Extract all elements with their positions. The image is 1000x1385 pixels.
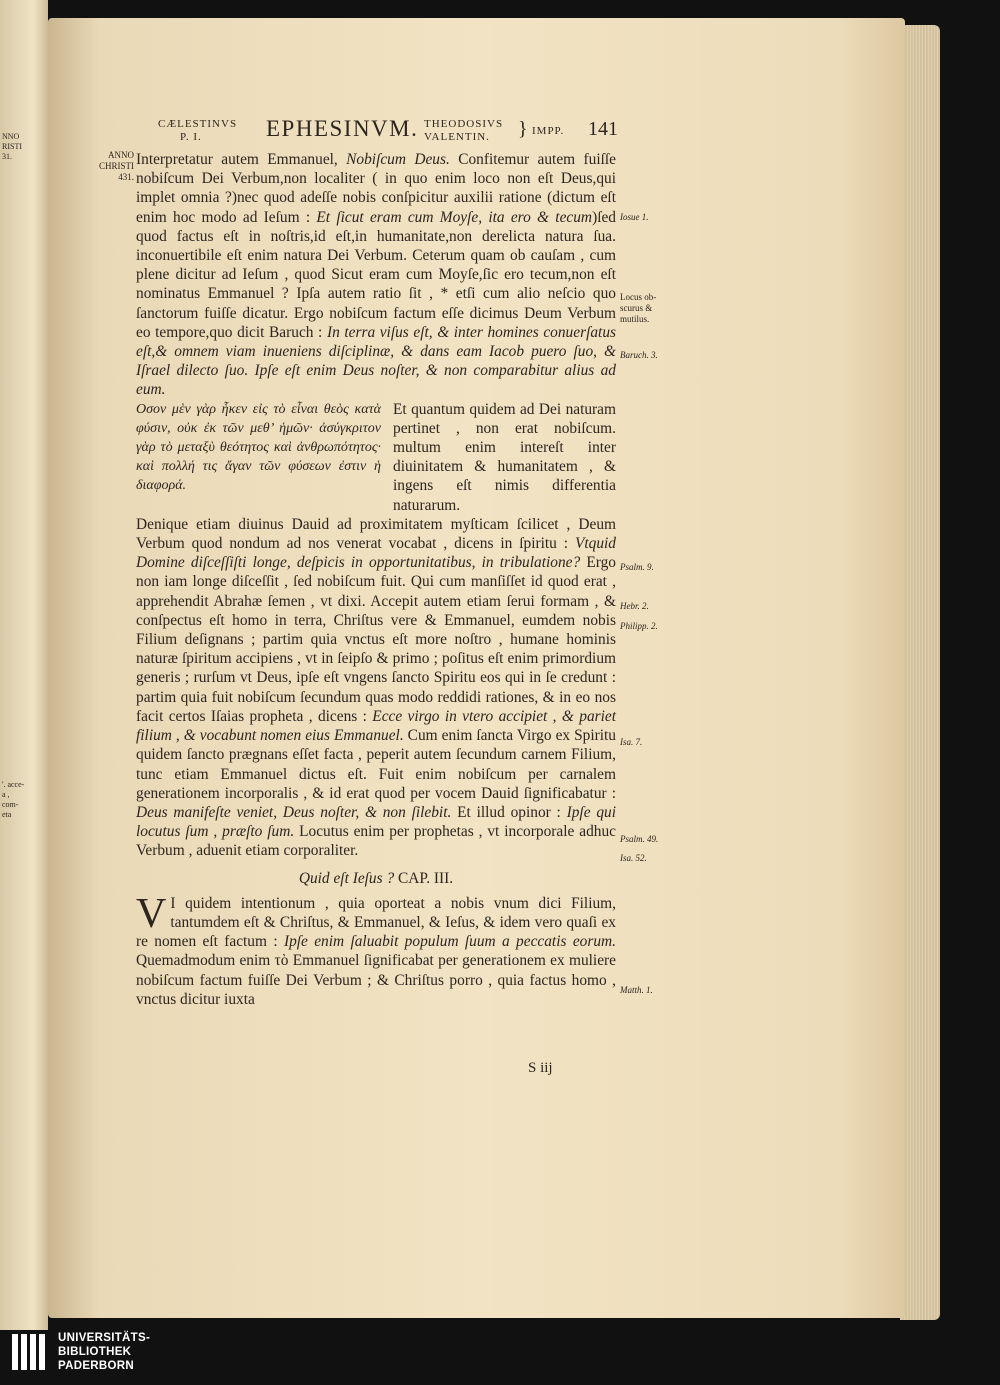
left-page-marginal-note: NNO RISTI 31.: [2, 132, 22, 161]
margin-reference: Isa. 7.: [620, 737, 643, 747]
header-title: EPHESINVM.: [266, 116, 419, 141]
page-number: 141: [588, 118, 618, 140]
running-header: [158, 116, 628, 150]
latin-translation: Et quantum quidem ad Dei naturam pertinet , non erat nobiſcum. multum enim intereſt inter diuinitatem & humanitatem , & ingens eſt nimis differentia naturarum.: [393, 400, 616, 514]
drop-cap: V: [136, 890, 167, 937]
header-emperor: THEODOSIVS: [424, 118, 504, 130]
paragraph: Interpretatur autem Emmanuel, Nobiſcum Deus. Confitemur autem fuiſſe nobiſcum Dei Verbum,non localiter ( in quo enim loco non eſt Deus,qui implet omnia ?)nec quod adeſſe nobis conſpicitur auxilii ratione (dictum eſt enim hoc modo ad Ieſum : Et ſicut eram cum Moyſe, ita ero & tecum)ſed quod factus eſt in noſtris,id eſt,in humanitate,non derelicta natura ſua. inconuertibile eſt enim natura Dei Verbum. Ceterum quam ob cauſam , cum plene dicitur ad Ieſum , quod Sicut eram cum Moyſe,ſic ero tecum,non eſt nominatus Emmanuel ? Ipſa autem ratio ſit , * etſi cum alio neſcio quo ſanctorum fuiſſe dicatur. Ergo nobiſcum factum eſſe dicimus Deum Verbum eo tempore,quo dicit Baruch : In terra viſus eſt, & inter homines conuerſatus eſt,& omnem viam inueniens diſciplinæ, & dans eam Iacob puero ſuo, & Iſrael dilecto ſuo. Ipſe eſt enim Deus noſter, & non comparabitur alius ad eum.: [136, 151, 617, 399]
header-impp: IMPP.: [532, 125, 565, 137]
chapter-heading: Quid eſt Ieſus ? CAP. III.: [298, 869, 454, 887]
margin-reference: Philipp. 2.: [620, 621, 658, 631]
margin-year-note: [98, 150, 134, 183]
main-text: [136, 150, 616, 1009]
margin-reference: Isa. 52.: [620, 853, 647, 863]
margin-reference: Iosue 1.: [620, 212, 649, 222]
previous-page-edge: [0, 0, 48, 1330]
paragraph: Denique etiam diuinus Dauid ad proximitatem myſticam ſcilicet , Deum Verbum quod nondum ad nos venerat vocabat , dicens in ſpiritu : Vtquid Domine diſceſſiſti longe, deſpicis in opportunitatibus, in tribulatione? Ergo non iam longe diſceſſit , ſed nobiſcum fuit. Qui cum manſiſſet id quod erat , apprehendit Abrahæ ſemen , vt dixi. Accepit autem etiam ſerui formam , & conſpectus eſt homo in terra, Chriſtus vere & Emmanuel, eumdem nobis Filium deſignans ; partim quia vnctus eſt more noſtro , humane hominis naturæ ſpiritum accipiens , vt in ſeipſo & primo ; poſitus eſt enim primordium generis ; rurſum vt Deus, ipſe eſt vngens ſancto Spiritu eos qui in ſe credunt : partim quia fuit nobiſcum ſecundum quas modo reddidi rationes, & in eo nos facit certos Iſaias propheta , dicens : Ecce virgo in vtero accipiet , & pariet filium , & vocabunt nomen eius Emmanuel. Cum enim ſancta Virgo ex Spiritu quidem ſancto prægnans eſſet facta , peperit autem ſecundum carnem Filium, tunc etiam Emmanuel dictus eſt. Fuit enim nobiſcum per carnalem generationem incorporalis , & id erat quod per vocem Dauid ſignificabatur : Deus manifeſte veniet, Deus noſter, & non ſilebit. Et illud opinor : Ipſe qui locutus ſum , præſto ſum. Locutus enim per prophetas , vt incorporale adhuc Verbum , aduenit etiam corporaliter.: [136, 515, 617, 860]
header-emperor-2: VALENTIN.: [424, 131, 490, 143]
margin-reference: Locus ob- scurus & mutilus.: [620, 292, 657, 324]
margin-christi: CHRISTI: [98, 161, 134, 171]
header-pope-number: P. I.: [180, 131, 202, 143]
margin-year: 431.: [118, 172, 134, 182]
paragraph: V I quidem intentionum , quia oporteat a nobis vnum dici Filium, tantumdem eſt & Chriſtus, & Emmanuel, & Ieſus, & idem vero quaſi ex re nomen eſt factum : Ipſe enim ſaluabit populum ſuum a peccatis eorum. Quemadmodum enim τὸ Emmanuel ſignificabat per generationem ex muliere nobiſcum factum fuiſſe Dei Verbum ; & Chriſtus porro , quia factus homo , vnctus dicitur iuxta: [136, 890, 616, 1008]
greek-text: Οσον μὲν γὰρ ἧκεν εἰς τὸ εἶναι θεὸς κατὰ φύσιν, οὐκ ἐκ τῶν μεθ’ ἡμῶν· ἀσύγκριτον γὰρ τὸ μεταξὺ θεότητος καὶ ἀνθρωπότητος· καὶ πολλή τις ἄγαν τῶν φύσεων ἐστιν ἡ διαφορά.: [136, 401, 381, 494]
margin-reference: Matth. 1.: [620, 985, 653, 995]
margin-reference: Psalm. 9.: [620, 562, 654, 572]
header-pope: CÆLESTINVS: [158, 118, 238, 130]
left-page-marginal-note: '. acce- a , com- eta: [2, 780, 25, 819]
parallel-text-block: [136, 400, 616, 515]
signature-mark: S iij: [528, 1060, 553, 1076]
brace-glyph: }: [518, 118, 529, 140]
margin-reference: Hebr. 2.: [620, 601, 649, 611]
margin-anno: ANNO: [108, 150, 134, 160]
margin-reference: Psalm. 49.: [620, 834, 659, 844]
library-logo: [10, 1328, 190, 1376]
library-logo-text: UNIVERSITÄTS- BIBLIOTHEK PADERBORN: [58, 1332, 151, 1372]
margin-reference: Baruch. 3.: [620, 350, 658, 360]
page-block-edge: [900, 25, 940, 1320]
library-logo-icon: [10, 1330, 48, 1374]
